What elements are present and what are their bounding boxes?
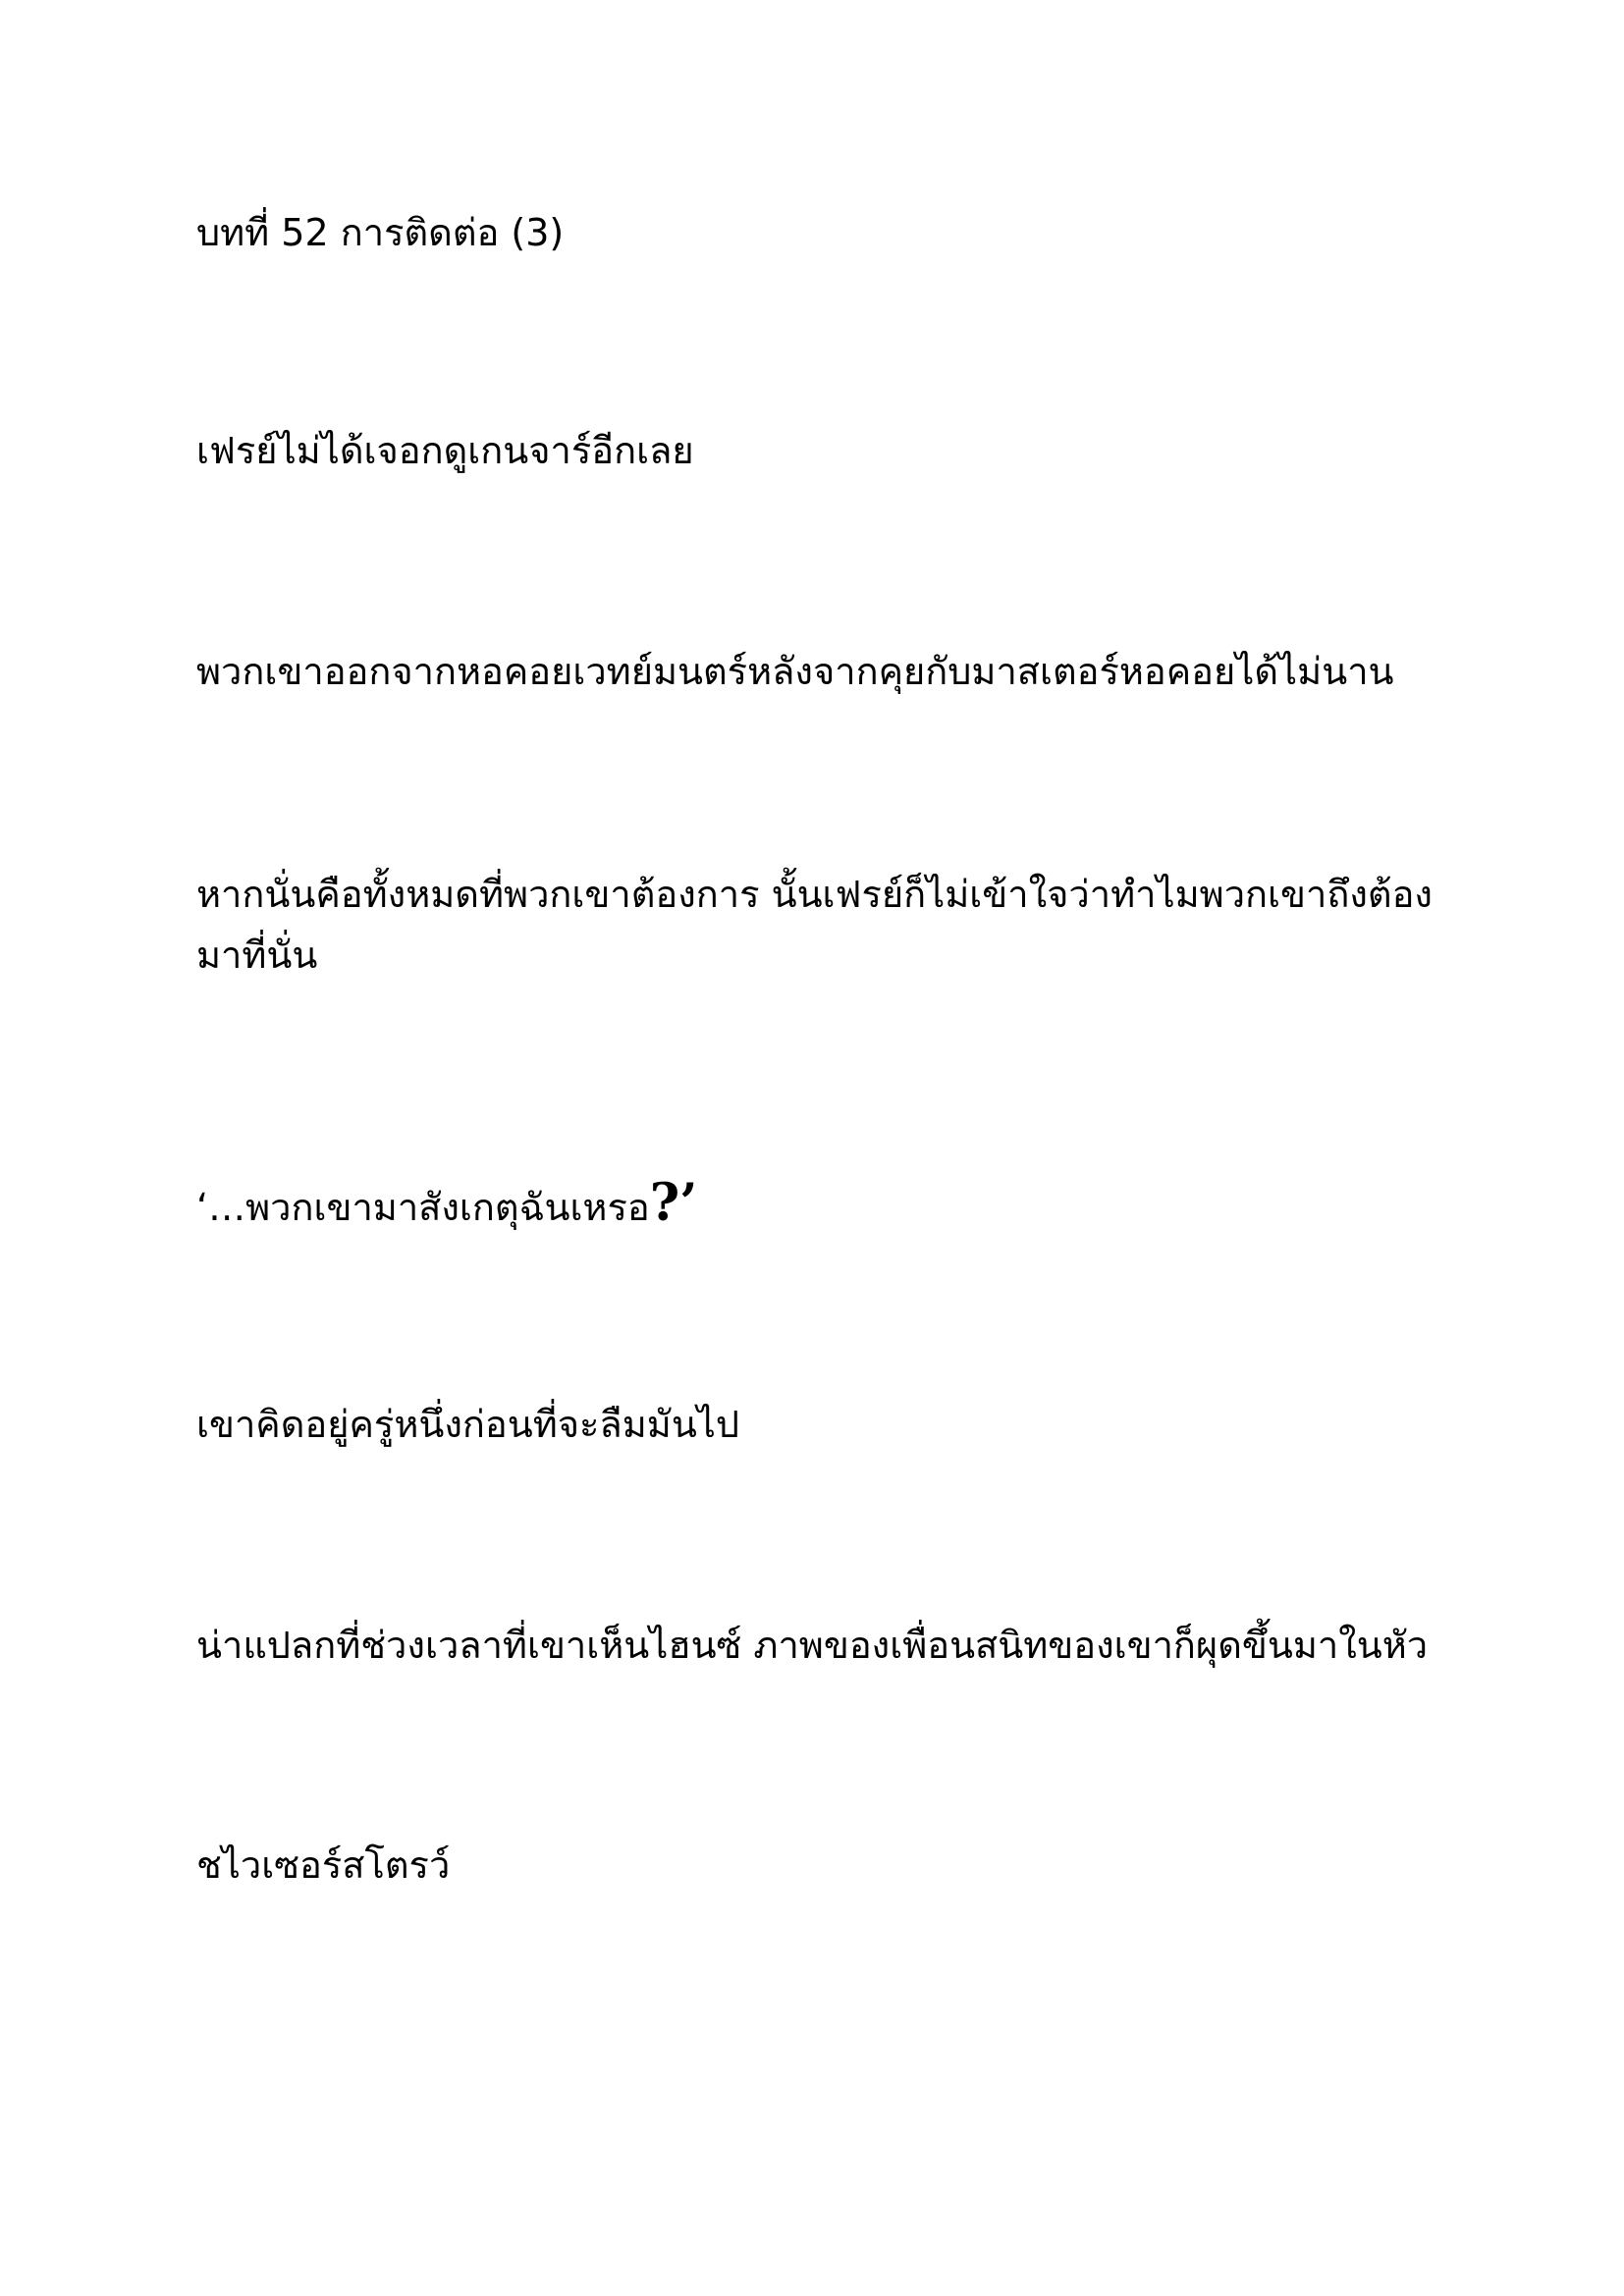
chapter-title: บทที่ 52 การติดต่อ (3) [196, 211, 565, 254]
thought-text: ‘…พวกเขามาสังเกตุฉันเหรอ [196, 1186, 650, 1229]
paragraph: หากนั่นคือทั้งหมดที่พวกเขาต้องการ นั้นเฟรย์ก็ไม่เข้าใจว่าทำไมพวกเขาถึงต้องมาที่นั่น [196, 873, 1433, 977]
paragraph: เขาคิดอยู่ครู่หนึ่งก่อนที่จะลืมมันไป [196, 1403, 740, 1446]
paragraph: เฟรย์ไม่ได้เจอกดูเกนจาร์อีกเลย [196, 429, 694, 472]
paragraph: ชไวเซอร์สโตรว์ [196, 1843, 451, 1887]
paragraph: พวกเขาออกจากหอคอยเวทย์มนตร์หลังจากคุยกับมาสเตอร์หอคอยได้ไม่นาน [196, 650, 1394, 693]
thought-line [196, 1173, 1434, 1238]
thought-ending: ?’ [649, 1173, 698, 1233]
paragraph: น่าแปลกที่ช่วงเวลาที่เขาเห็นไฮนซ์ ภาพของเพื่อนสนิทของเขาก็ผุดขึ้นมาในหัว [196, 1624, 1429, 1667]
